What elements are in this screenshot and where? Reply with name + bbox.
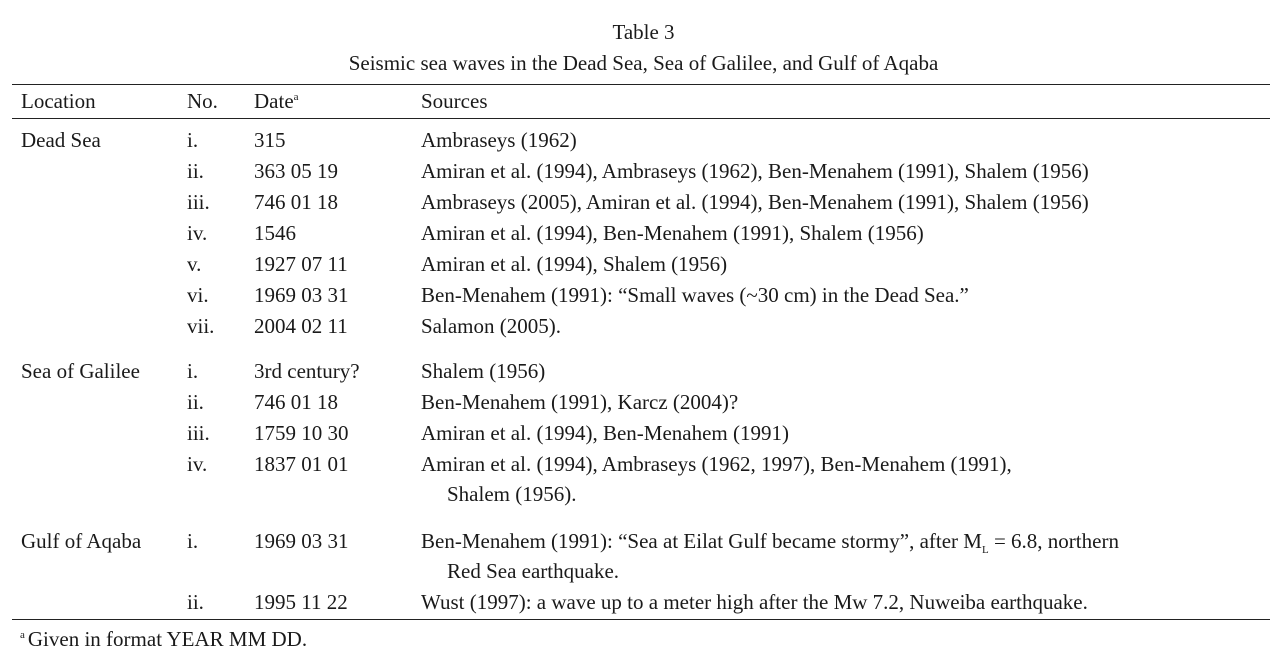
row-sources: Ambraseys (1962) — [421, 128, 577, 152]
row-date: 1969 03 31 — [254, 283, 349, 307]
row-number: i. — [187, 529, 199, 553]
header-date: Date$^a$ — [254, 89, 299, 113]
row-sources: Ambraseys (2005), Amiran et al. (1994), Ben-Menahem (1991), Shalem (1956) — [421, 190, 1089, 214]
sources-text: Ben-Menahem (1991): “Sea at Eilat Gulf became stormy”, after M — [421, 529, 982, 553]
row-sources — [421, 529, 1119, 557]
row-number: ii. — [187, 159, 204, 183]
row-date: 1995 11 22 — [254, 590, 348, 614]
row-date: 1759 10 30 — [254, 421, 349, 445]
row-sources: Ben-Menahem (1991): “Small waves (~30 cm) in the Dead Sea.” — [421, 283, 969, 307]
row-date: 1969 03 31 — [254, 529, 349, 553]
row-date: 315 — [254, 128, 286, 152]
row-sources: Shalem (1956) — [421, 359, 546, 383]
table-label: Table 3 — [612, 20, 675, 44]
header-location: Location — [21, 89, 96, 113]
row-date: 1546 — [254, 221, 296, 245]
row-number: iv. — [187, 452, 208, 476]
row-number: v. — [187, 252, 202, 276]
row-date: 1837 01 01 — [254, 452, 349, 476]
top-rule — [12, 84, 1270, 85]
table-caption: Seismic sea waves in the Dead Sea, Sea of Galilee, and Gulf of Aqaba — [348, 51, 939, 75]
group-location: Dead Sea — [21, 128, 101, 152]
row-number: iv. — [187, 221, 208, 245]
row-date: 746 01 18 — [254, 190, 338, 214]
footnote-marker: a — [293, 91, 299, 103]
table-footnote: $^a$ Given in format YEAR MM DD. — [20, 627, 308, 651]
row-number: iii. — [187, 190, 210, 214]
group-location: Sea of Galilee — [21, 359, 140, 383]
row-date: 1927 07 11 — [254, 252, 348, 276]
row-number: i. — [187, 359, 199, 383]
header-sources: Sources — [421, 89, 488, 113]
row-date: 2004 02 11 — [254, 314, 348, 338]
magnitude-subscript: L — [981, 544, 989, 557]
row-number: i. — [187, 128, 199, 152]
row-sources: Salamon (2005). — [421, 314, 561, 338]
row-date: 3rd century? — [254, 359, 360, 383]
row-sources-continuation: Red Sea earthquake. — [447, 559, 620, 583]
row-sources: Ben-Menahem (1991), Karcz (2004)? — [421, 390, 739, 414]
row-sources: Amiran et al. (1994), Ben-Menahem (1991), Shalem (1956) — [421, 221, 924, 245]
row-sources-continuation: Shalem (1956). — [447, 482, 577, 506]
bottom-rule — [12, 619, 1270, 620]
row-sources: Amiran et al. (1994), Shalem (1956) — [421, 252, 728, 276]
row-number: vii. — [187, 314, 215, 338]
row-number: ii. — [187, 390, 204, 414]
row-number: ii. — [187, 590, 204, 614]
header-no: No. — [187, 89, 218, 113]
row-sources: Amiran et al. (1994), Ambraseys (1962, 1997), Ben-Menahem (1991), — [421, 452, 1012, 476]
row-date: 746 01 18 — [254, 390, 338, 414]
row-number: vi. — [187, 283, 209, 307]
row-date: 363 05 19 — [254, 159, 338, 183]
group-location: Gulf of Aqaba — [21, 529, 142, 553]
sources-text: = 6.8, northern — [988, 529, 1119, 553]
row-sources: Amiran et al. (1994), Ben-Menahem (1991) — [421, 421, 789, 445]
header-rule — [12, 118, 1270, 119]
row-number: iii. — [187, 421, 210, 445]
row-sources: Amiran et al. (1994), Ambraseys (1962), Ben-Menahem (1991), Shalem (1956) — [421, 159, 1089, 183]
row-sources: Wust (1997): a wave up to a meter high after the Mw 7.2, Nuweiba earthquake. — [421, 590, 1088, 614]
